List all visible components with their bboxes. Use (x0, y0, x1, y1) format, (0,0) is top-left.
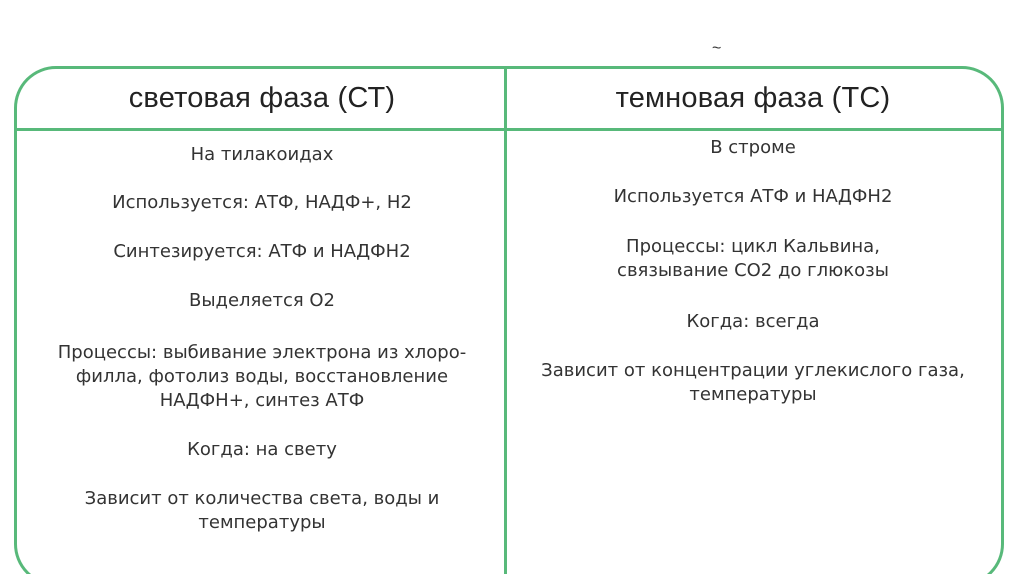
stray-mark: ~ (712, 40, 722, 57)
dark-processes-line1: Процессы: цикл Кальвина, (626, 236, 880, 257)
light-processes-line2: филла, фотолиз воды, восстановление (75, 366, 449, 387)
light-synthesizes: Синтезируется: АТФ и НАДФН2 (113, 241, 411, 262)
dark-location: В строме (710, 137, 796, 158)
light-processes-line1: Процессы: выбивание электрона из хлоро- (57, 342, 467, 363)
light-processes-line3: НАДФН+, синтез АТФ (159, 390, 365, 411)
dark-when: Когда: всегда (686, 311, 820, 332)
dark-processes-line2: связывание СО2 до глюкозы (617, 260, 889, 281)
column-divider (504, 66, 507, 574)
light-location: На тилакоидах (190, 144, 334, 165)
header-divider (14, 128, 1004, 131)
light-releases: Выделяется О2 (188, 290, 336, 311)
dark-depends-line1: Зависит от концентрации углекислого газа, (541, 360, 965, 381)
light-depends-line1: Зависит от количества света, воды и (84, 488, 440, 509)
light-phase-header: световая фаза (СТ) (128, 81, 396, 114)
dark-phase-header: темновая фаза (ТС) (615, 81, 891, 114)
dark-depends-line2: температуры (689, 384, 817, 405)
light-depends-line2: температуры (198, 512, 326, 533)
light-when: Когда: на свету (187, 439, 337, 460)
light-uses: Используется: АТФ, НАДФ+, Н2 (112, 192, 412, 213)
dark-uses: Используется АТФ и НАДФН2 (613, 186, 893, 207)
